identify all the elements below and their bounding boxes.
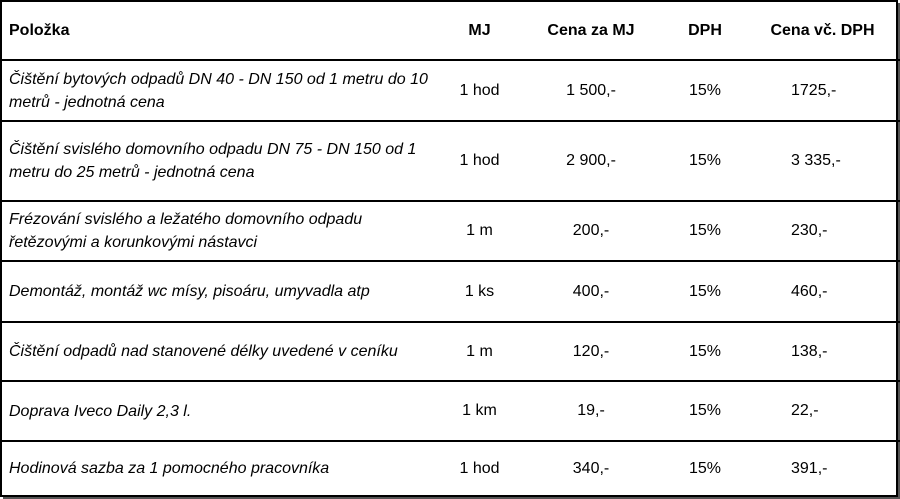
price-table [2,2,900,495]
table-row [2,201,900,261]
price-cell: 120,- [517,322,665,381]
total-cell: 3 335,- [745,121,900,201]
item-cell: Čištění bytových odpadů DN 40 - DN 150 od 1 metru do 10 metrů - jednotná cena [2,60,442,121]
total-cell: 460,- [745,261,900,322]
table-row [2,322,900,381]
table-row [2,60,900,121]
total-cell: 1725,- [745,60,900,121]
unit-cell: 1 ks [442,261,517,322]
vat-cell: 15% [665,60,745,121]
vat-cell: 15% [688,459,722,477]
item-cell: Doprava Iveco Daily 2,3 l. [2,381,442,441]
unit-cell: 1 hod [459,459,500,477]
header-vat: DPH [665,2,745,60]
vat-cell: 15% [665,201,745,261]
header-price: Cena za MJ [517,2,665,60]
table-row [2,121,900,201]
vat-cell: 15% [665,261,745,322]
item-cell: Čištění odpadů nad stanovené délky uvedené v ceníku [2,322,442,381]
table-row [2,381,900,441]
price-cell: 400,- [517,261,665,322]
item-cell: Demontáž, montáž wc mísy, pisoáru, umyvadla atp [2,261,442,322]
unit-cell: 1 m [442,201,517,261]
unit-cell: 1 hod [442,121,517,201]
unit-cell: 1 km [442,381,517,441]
price-cell: 19,- [517,381,665,441]
header-total: Cena vč. DPH [745,2,900,60]
total-cell: 230,- [745,201,900,261]
vat-cell: 15% [665,381,745,441]
price-cell: 200,- [517,201,665,261]
vat-cell: 15% [665,121,745,201]
price-cell: 2 900,- [517,121,665,201]
table-row [2,441,900,495]
item-cell: Frézování svislého a ležatého domovního odpadu řetězovými a korunkovými nástavci [2,201,442,261]
price-cell: 1 500,- [517,60,665,121]
vat-cell: 15% [665,322,745,381]
item-cell: Hodinová sazba za 1 pomocného pracovníka [9,460,330,477]
total-cell: 138,- [745,322,900,381]
total-cell: 391,- [791,459,828,477]
header-row [2,2,900,60]
header-item: Položka [2,2,442,60]
item-cell: Čištění svislého domovního odpadu DN 75 - DN 150 od 1 metru do 25 metrů - jednotná cena [2,121,442,201]
table-row [2,261,900,322]
total-cell: 22,- [745,381,900,441]
unit-cell: 1 m [442,322,517,381]
price-cell: 340,- [572,459,610,477]
unit-cell: 1 hod [442,60,517,121]
header-unit: MJ [442,2,517,60]
